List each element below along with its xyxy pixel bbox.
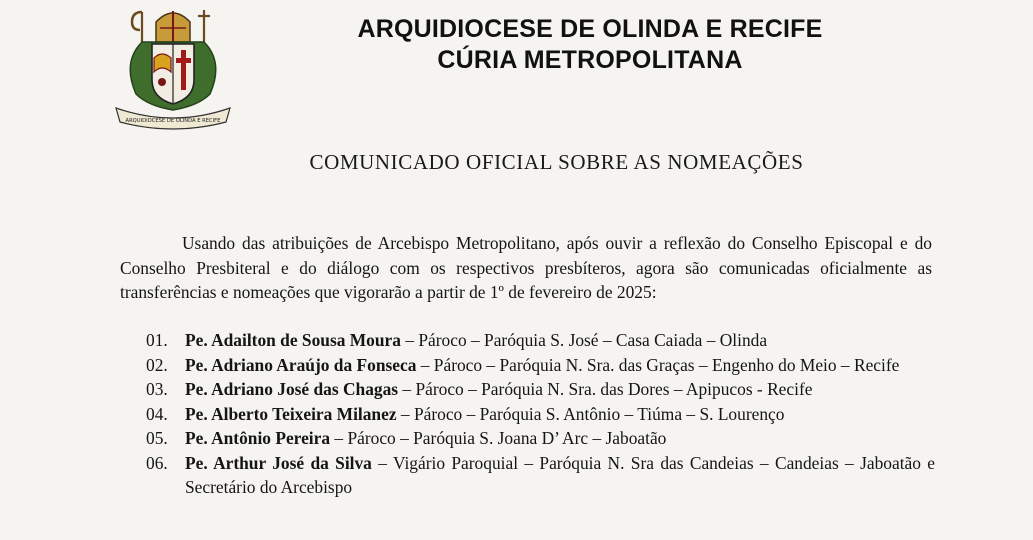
priest-name: Pe. Antônio Pereira — [185, 428, 331, 448]
document-title: COMUNICADO OFICIAL SOBRE AS NOMEAÇÕES — [309, 150, 804, 174]
list-item — [120, 402, 935, 427]
list-item — [120, 451, 935, 500]
item-number: 03. — [146, 379, 168, 399]
list-item — [120, 377, 935, 402]
header-title-line2: CÚRIA METROPOLITANA — [437, 46, 743, 74]
priest-name: Pe. Adriano José das Chagas — [185, 379, 399, 399]
list-item — [120, 353, 935, 378]
crest-motto: ARQUIDIOCESE DE OLINDA E RECIFE — [125, 118, 221, 124]
item-number: 05. — [146, 428, 168, 448]
appointments-list — [120, 328, 935, 500]
item-number: 02. — [146, 354, 168, 375]
appointment-details: – Pároco – Paróquia S. José – Casa Caiada – Olinda — [400, 330, 768, 350]
priest-name: Pe. Adriano Araújo da Fonseca — [185, 354, 417, 375]
appointment-details: – Pároco – Paróquia N. Sra. das Graças – Engenho do Meio – Recife — [416, 354, 900, 375]
appointment-details: – Vigário Paroquial – Paróquia N. Sra das Candeias – Candeias – Jaboatão e Secretário do Arcebispo — [185, 452, 935, 497]
intro-paragraph — [120, 231, 932, 305]
appointment-details: – Pároco – Paróquia S. Joana D’ Arc – Jaboatão — [330, 428, 667, 448]
item-number: 06. — [146, 452, 168, 473]
priest-name: Pe. Alberto Teixeira Milanez — [185, 403, 397, 424]
priest-name: Pe. Arthur José da Silva — [185, 452, 372, 473]
appointment-details: – Pároco – Paróquia N. Sra. das Dores – Apipucos - Recife — [398, 379, 813, 399]
intro-text: Usando das atribuições de Arcebispo Metropolitano, após ouvir a reflexão do Conselho Episcopal e do Conselho Presbiteral e do diálogo com os respectivos presbíteros, agora são comunicadas oficialmente as transferências e nomeações que vigorarão a partir de 1º de fevereiro de 2025: — [120, 233, 932, 302]
item-number: 04. — [146, 403, 168, 424]
item-number: 01. — [146, 330, 168, 350]
priest-name: Pe. Adailton de Sousa Moura — [185, 330, 401, 350]
archdiocese-coat-of-arms — [112, 2, 234, 130]
appointment-details: – Pároco – Paróquia S. Antônio – Tiúma – S. Lourenço — [396, 403, 785, 424]
header-title-line1: ARQUIDIOCESE DE OLINDA E RECIFE — [357, 15, 823, 43]
list-item — [120, 426, 935, 451]
list-item — [120, 328, 935, 353]
